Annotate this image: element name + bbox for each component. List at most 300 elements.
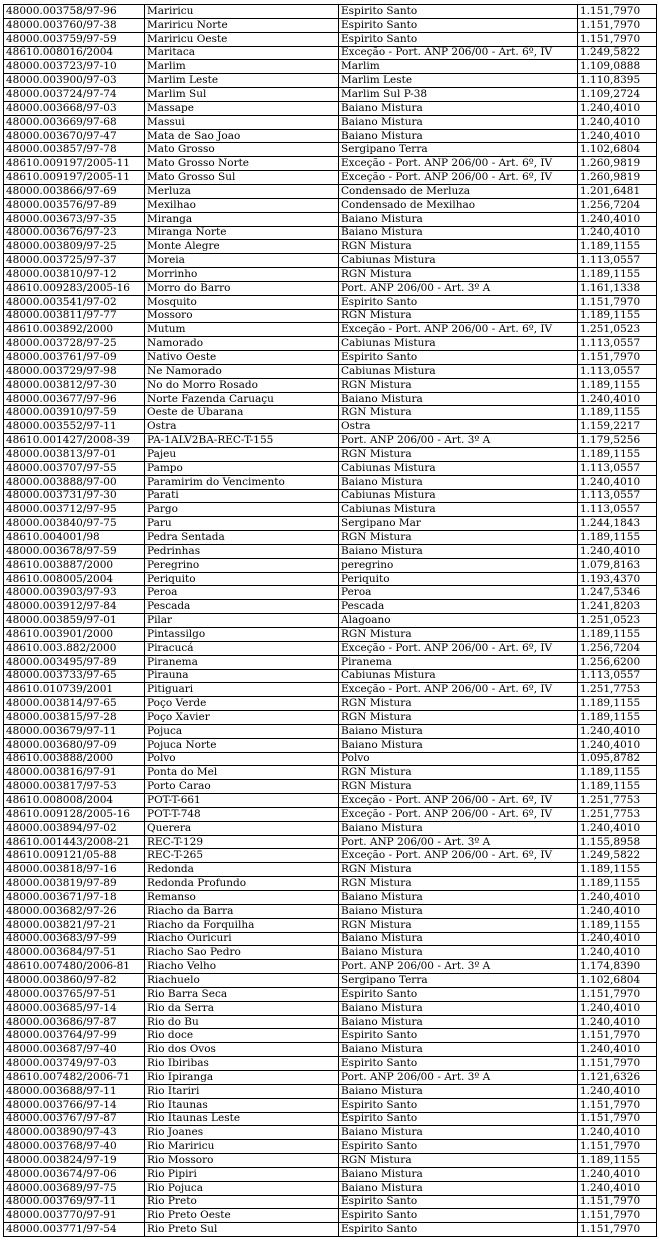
price-value-cell: 1.201,6481 [578,184,657,198]
process-number-cell: 48000.003821/97-21 [4,918,145,932]
price-value-cell: 1.189,1155 [578,309,657,323]
process-number-cell: 48610.003887/2000 [4,558,145,572]
table-row [4,503,657,517]
process-number-cell: 48610.003888/2000 [4,752,145,766]
field-name-cell: Poço Verde [145,697,339,711]
price-value-cell: 1.189,1155 [578,531,657,545]
process-number-cell: 48000.003541/97-02 [4,295,145,309]
table-row [4,281,657,295]
price-value-cell: 1.189,1155 [578,697,657,711]
table-row [4,1098,657,1112]
table-row [4,18,657,32]
field-name-cell: Rio Barra Seca [145,987,339,1001]
oil-type-cell: Baiano Mistura [339,932,578,946]
table-row [4,1167,657,1181]
process-number-cell: 48000.003767/97-87 [4,1112,145,1126]
field-name-cell: Pitiguari [145,683,339,697]
oil-type-cell: Espirito Santo [339,1098,578,1112]
oil-type-cell: Cabiunas Mistura [339,489,578,503]
table-row [4,295,657,309]
price-table [3,4,657,1237]
oil-type-cell: Espirito Santo [339,987,578,1001]
field-name-cell: Porto Carao [145,780,339,794]
table-row [4,807,657,821]
field-name-cell: Rio Mossoro [145,1154,339,1168]
process-number-cell: 48610.007482/2006-71 [4,1070,145,1084]
price-value-cell: 1.189,1155 [578,378,657,392]
field-name-cell: Rio Preto Oeste [145,1209,339,1223]
process-number-cell: 48000.003815/97-28 [4,711,145,725]
price-value-cell: 1.151,7970 [578,1209,657,1223]
oil-type-cell: Sergipano Terra [339,143,578,157]
oil-type-cell: Piranema [339,655,578,669]
price-value-cell: 1.256,7204 [578,641,657,655]
process-number-cell: 48610.009121/05-88 [4,849,145,863]
oil-type-cell: Port. ANP 206/00 - Art. 3º A [339,281,578,295]
table-row [4,475,657,489]
oil-type-cell: Exceção - Port. ANP 206/00 - Art. 6º, IV [339,157,578,171]
oil-type-cell: Marlim Sul P-38 [339,88,578,102]
table-row [4,835,657,849]
oil-type-cell: Periquito [339,572,578,586]
oil-type-cell: Baiano Mistura [339,101,578,115]
table-row [4,378,657,392]
process-number-cell: 48000.003759/97-59 [4,32,145,46]
process-number-cell: 48000.003733/97-65 [4,669,145,683]
oil-type-cell: Espirito Santo [339,295,578,309]
oil-type-cell: Exceção - Port. ANP 206/00 - Art. 6º, IV [339,323,578,337]
field-name-cell: Marlim [145,60,339,74]
field-name-cell: Ostra [145,420,339,434]
process-number-cell: 48000.003761/97-09 [4,351,145,365]
oil-type-cell: Marlim Leste [339,74,578,88]
price-value-cell: 1.260,9819 [578,157,657,171]
table-row [4,517,657,531]
field-name-cell: Rio dos Ovos [145,1043,339,1057]
field-name-cell: Mato Grosso Sul [145,171,339,185]
oil-type-cell: Cabiunas Mistura [339,254,578,268]
table-row [4,434,657,448]
price-value-cell: 1.189,1155 [578,268,657,282]
oil-type-cell: Baiano Mistura [339,1001,578,1015]
price-value-cell: 1.240,4010 [578,1015,657,1029]
oil-type-cell: Baiano Mistura [339,115,578,129]
table-row [4,323,657,337]
price-value-cell: 1.151,7970 [578,1029,657,1043]
process-number-cell: 48000.003689/97-75 [4,1181,145,1195]
process-number-cell: 48000.003859/97-01 [4,614,145,628]
field-name-cell: Pojuca Norte [145,738,339,752]
oil-type-cell: Baiano Mistura [339,475,578,489]
price-value-cell: 1.251,0523 [578,614,657,628]
field-name-cell: Pirauna [145,669,339,683]
table-row [4,337,657,351]
oil-type-cell: Baiano Mistura [339,1043,578,1057]
table-row [4,420,657,434]
table-row [4,406,657,420]
field-name-cell: Mariricu [145,5,339,19]
price-value-cell: 1.113,0557 [578,489,657,503]
oil-type-cell: Espirito Santo [339,1140,578,1154]
process-number-cell: 48000.003552/97-11 [4,420,145,434]
table-row [4,1070,657,1084]
oil-type-cell: Baiano Mistura [339,1015,578,1029]
price-value-cell: 1.256,7204 [578,198,657,212]
price-value-cell: 1.251,7753 [578,794,657,808]
price-value-cell: 1.151,7970 [578,1223,657,1237]
table-row [4,448,657,462]
table-row [4,171,657,185]
process-number-cell: 48610.008016/2004 [4,46,145,60]
oil-type-cell: RGN Mistura [339,766,578,780]
oil-type-cell: Cabiunas Mistura [339,461,578,475]
field-name-cell: Rio Itaunas [145,1098,339,1112]
oil-type-cell: RGN Mistura [339,877,578,891]
field-name-cell: Pilar [145,614,339,628]
table-row [4,974,657,988]
price-value-cell: 1.240,4010 [578,1167,657,1181]
price-value-cell: 1.241,8203 [578,600,657,614]
process-number-cell: 48000.003685/97-14 [4,1001,145,1015]
price-value-cell: 1.113,0557 [578,254,657,268]
field-name-cell: Morro do Barro [145,281,339,295]
field-name-cell: Periquito [145,572,339,586]
process-number-cell: 48000.003723/97-10 [4,60,145,74]
field-name-cell: Pojuca [145,724,339,738]
table-row [4,904,657,918]
oil-type-cell: Pescada [339,600,578,614]
price-value-cell: 1.189,1155 [578,863,657,877]
field-name-cell: Mato Grosso Norte [145,157,339,171]
oil-type-cell: Port. ANP 206/00 - Art. 3º A [339,1070,578,1084]
price-value-cell: 1.113,0557 [578,669,657,683]
oil-type-cell: Condensado de Mexilhao [339,198,578,212]
field-name-cell: Peregrino [145,558,339,572]
oil-type-cell: Port. ANP 206/00 - Art. 3º A [339,835,578,849]
price-value-cell: 1.159,2217 [578,420,657,434]
field-name-cell: POT-T-661 [145,794,339,808]
field-name-cell: Redonda Profundo [145,877,339,891]
table-row [4,1140,657,1154]
oil-type-cell: Baiano Mistura [339,821,578,835]
field-name-cell: Mariricu Oeste [145,32,339,46]
table-row [4,655,657,669]
field-name-cell: Marlim Leste [145,74,339,88]
table-row [4,711,657,725]
field-name-cell: Mato Grosso [145,143,339,157]
table-row [4,198,657,212]
field-name-cell: Peroa [145,586,339,600]
table-row [4,780,657,794]
process-number-cell: 48610.009197/2005-11 [4,157,145,171]
process-number-cell: 48000.003686/97-87 [4,1015,145,1029]
process-number-cell: 48000.003812/97-30 [4,378,145,392]
oil-type-cell: Espirito Santo [339,1223,578,1237]
process-number-cell: 48000.003674/97-06 [4,1167,145,1181]
table-row [4,1195,657,1209]
price-value-cell: 1.102,6804 [578,974,657,988]
process-number-cell: 48000.003679/97-11 [4,724,145,738]
price-value-cell: 1.240,4010 [578,475,657,489]
table-row [4,60,657,74]
oil-type-cell: Sergipano Mar [339,517,578,531]
table-row [4,738,657,752]
oil-type-cell: RGN Mistura [339,531,578,545]
price-value-cell: 1.113,0557 [578,364,657,378]
process-number-cell: 48000.003765/97-51 [4,987,145,1001]
price-value-cell: 1.240,4010 [578,1126,657,1140]
field-name-cell: Miranga Norte [145,226,339,240]
price-value-cell: 1.240,4010 [578,946,657,960]
field-name-cell: POT-T-748 [145,807,339,821]
price-value-cell: 1.240,4010 [578,212,657,226]
price-value-cell: 1.240,4010 [578,738,657,752]
table-row [4,614,657,628]
price-value-cell: 1.240,4010 [578,1084,657,1098]
process-number-cell: 48610.001443/2008-21 [4,835,145,849]
field-name-cell: Riachuelo [145,974,339,988]
process-number-cell: 48610.003892/2000 [4,323,145,337]
process-number-cell: 48000.003495/97-89 [4,655,145,669]
price-value-cell: 1.240,4010 [578,392,657,406]
process-number-cell: 48000.003912/97-84 [4,600,145,614]
price-value-cell: 1.189,1155 [578,918,657,932]
oil-type-cell: Peroa [339,586,578,600]
table-row [4,254,657,268]
field-name-cell: Miranga [145,212,339,226]
price-value-cell: 1.189,1155 [578,627,657,641]
oil-type-cell: RGN Mistura [339,1154,578,1168]
oil-type-cell: Baiano Mistura [339,1167,578,1181]
process-number-cell: 48000.003688/97-11 [4,1084,145,1098]
oil-type-cell: Cabiunas Mistura [339,364,578,378]
table-row [4,724,657,738]
oil-type-cell: Ostra [339,420,578,434]
process-number-cell: 48000.003860/97-82 [4,974,145,988]
table-row [4,627,657,641]
field-name-cell: Paramirim do Vencimento [145,475,339,489]
price-value-cell: 1.240,4010 [578,226,657,240]
price-value-cell: 1.151,7970 [578,351,657,365]
table-row [4,863,657,877]
oil-type-cell: RGN Mistura [339,863,578,877]
field-name-cell: Nativo Oeste [145,351,339,365]
process-number-cell: 48000.003769/97-11 [4,1195,145,1209]
field-name-cell: Merluza [145,184,339,198]
process-number-cell: 48000.003731/97-30 [4,489,145,503]
price-value-cell: 1.240,4010 [578,129,657,143]
price-value-cell: 1.189,1155 [578,240,657,254]
field-name-cell: Pescada [145,600,339,614]
oil-type-cell: Exceção - Port. ANP 206/00 - Art. 6º, IV [339,683,578,697]
table-body [4,5,657,1237]
table-row [4,641,657,655]
price-value-cell: 1.151,7970 [578,5,657,19]
oil-type-cell: Espirito Santo [339,18,578,32]
table-row [4,683,657,697]
table-row [4,461,657,475]
process-number-cell: 48610.003901/2000 [4,627,145,641]
process-number-cell: 48610.008005/2004 [4,572,145,586]
oil-type-cell: Condensado de Merluza [339,184,578,198]
table-row [4,821,657,835]
table-row [4,5,657,19]
table-row [4,766,657,780]
oil-type-cell: RGN Mistura [339,697,578,711]
process-number-cell: 48000.003576/97-89 [4,198,145,212]
process-number-cell: 48610.003.882/2000 [4,641,145,655]
process-number-cell: 48000.003888/97-00 [4,475,145,489]
oil-type-cell: Espirito Santo [339,1209,578,1223]
field-name-cell: Riacho da Barra [145,904,339,918]
table-row [4,489,657,503]
oil-type-cell: Port. ANP 206/00 - Art. 3º A [339,434,578,448]
process-number-cell: 48000.003687/97-40 [4,1043,145,1057]
process-number-cell: 48000.003857/97-78 [4,143,145,157]
price-value-cell: 1.240,4010 [578,544,657,558]
field-name-cell: Rio Preto Sul [145,1223,339,1237]
process-number-cell: 48000.003900/97-03 [4,74,145,88]
price-value-cell: 1.079,8163 [578,558,657,572]
table-row [4,932,657,946]
oil-type-cell: Cabiunas Mistura [339,503,578,517]
process-number-cell: 48000.003894/97-02 [4,821,145,835]
field-name-cell: Mutum [145,323,339,337]
price-value-cell: 1.240,4010 [578,724,657,738]
process-number-cell: 48000.003910/97-59 [4,406,145,420]
price-value-cell: 1.151,7970 [578,295,657,309]
price-value-cell: 1.251,0523 [578,323,657,337]
oil-type-cell: Marlim [339,60,578,74]
table-row [4,268,657,282]
table-row [4,697,657,711]
price-value-cell: 1.189,1155 [578,780,657,794]
price-value-cell: 1.249,5822 [578,46,657,60]
field-name-cell: Rio da Serra [145,1001,339,1015]
process-number-cell: 48000.003810/97-12 [4,268,145,282]
price-value-cell: 1.193,4370 [578,572,657,586]
table-row [4,572,657,586]
table-row [4,392,657,406]
process-number-cell: 48000.003809/97-25 [4,240,145,254]
field-name-cell: Rio do Bu [145,1015,339,1029]
process-number-cell: 48000.003668/97-03 [4,101,145,115]
price-value-cell: 1.113,0557 [578,337,657,351]
table-row [4,1057,657,1071]
oil-type-cell: Baiano Mistura [339,904,578,918]
process-number-cell: 48000.003673/97-35 [4,212,145,226]
price-value-cell: 1.102,6804 [578,143,657,157]
table-row [4,309,657,323]
field-name-cell: Mosquito [145,295,339,309]
field-name-cell: Rio Itariri [145,1084,339,1098]
process-number-cell: 48000.003758/97-96 [4,5,145,19]
oil-type-cell: Espirito Santo [339,1029,578,1043]
oil-type-cell: RGN Mistura [339,711,578,725]
process-number-cell: 48000.003678/97-59 [4,544,145,558]
oil-type-cell: Exceção - Port. ANP 206/00 - Art. 6º, IV [339,46,578,60]
oil-type-cell: Exceção - Port. ANP 206/00 - Art. 6º, IV [339,171,578,185]
table-row [4,88,657,102]
field-name-cell: Rio Mariricu [145,1140,339,1154]
price-value-cell: 1.240,4010 [578,1001,657,1015]
process-number-cell: 48000.003749/97-03 [4,1057,145,1071]
table-row [4,74,657,88]
process-number-cell: 48610.009283/2005-16 [4,281,145,295]
price-value-cell: 1.109,0888 [578,60,657,74]
field-name-cell: Massui [145,115,339,129]
table-row [4,1001,657,1015]
process-number-cell: 48000.003770/97-91 [4,1209,145,1223]
field-name-cell: Riacho da Forquilha [145,918,339,932]
field-name-cell: Maritaca [145,46,339,60]
oil-type-cell: Espirito Santo [339,1057,578,1071]
process-number-cell: 48000.003764/97-99 [4,1029,145,1043]
oil-type-cell: RGN Mistura [339,406,578,420]
process-number-cell: 48000.003890/97-43 [4,1126,145,1140]
oil-type-cell: Sergipano Terra [339,974,578,988]
oil-type-cell: Baiano Mistura [339,1126,578,1140]
process-number-cell: 48000.003766/97-14 [4,1098,145,1112]
field-name-cell: Parati [145,489,339,503]
process-number-cell: 48000.003903/97-93 [4,586,145,600]
table-row [4,1029,657,1043]
process-number-cell: 48000.003729/97-98 [4,364,145,378]
table-row [4,226,657,240]
oil-type-cell: Polvo [339,752,578,766]
process-number-cell: 48000.003840/97-75 [4,517,145,531]
price-value-cell: 1.161,1338 [578,281,657,295]
table-row [4,101,657,115]
process-number-cell: 48000.003676/97-23 [4,226,145,240]
field-name-cell: Massape [145,101,339,115]
oil-type-cell: Baiano Mistura [339,724,578,738]
process-number-cell: 48610.001427/2008-39 [4,434,145,448]
process-number-cell: 48000.003725/97-37 [4,254,145,268]
field-name-cell: Ponta do Mel [145,766,339,780]
table-row [4,32,657,46]
process-number-cell: 48000.003811/97-77 [4,309,145,323]
field-name-cell: Pampo [145,461,339,475]
field-name-cell: Rio Ibiribas [145,1057,339,1071]
field-name-cell: Rio doce [145,1029,339,1043]
table-row [4,849,657,863]
price-value-cell: 1.151,7970 [578,1057,657,1071]
table-row [4,157,657,171]
price-value-cell: 1.151,7970 [578,32,657,46]
field-name-cell: Pedrinhas [145,544,339,558]
process-number-cell: 48610.010739/2001 [4,683,145,697]
table-row [4,558,657,572]
field-name-cell: Moreia [145,254,339,268]
field-name-cell: Pajeu [145,448,339,462]
table-row [4,46,657,60]
price-value-cell: 1.240,4010 [578,1043,657,1057]
field-name-cell: Riacho Ouricuri [145,932,339,946]
oil-type-cell: RGN Mistura [339,448,578,462]
process-number-cell: 48000.003670/97-47 [4,129,145,143]
price-value-cell: 1.189,1155 [578,1154,657,1168]
table-row [4,364,657,378]
table-row [4,1209,657,1223]
field-name-cell: Piracucá [145,641,339,655]
oil-type-cell: Baiano Mistura [339,129,578,143]
table-row [4,1154,657,1168]
table-row [4,129,657,143]
oil-type-cell: RGN Mistura [339,240,578,254]
process-number-cell: 48000.003728/97-25 [4,337,145,351]
price-value-cell: 1.240,4010 [578,1181,657,1195]
